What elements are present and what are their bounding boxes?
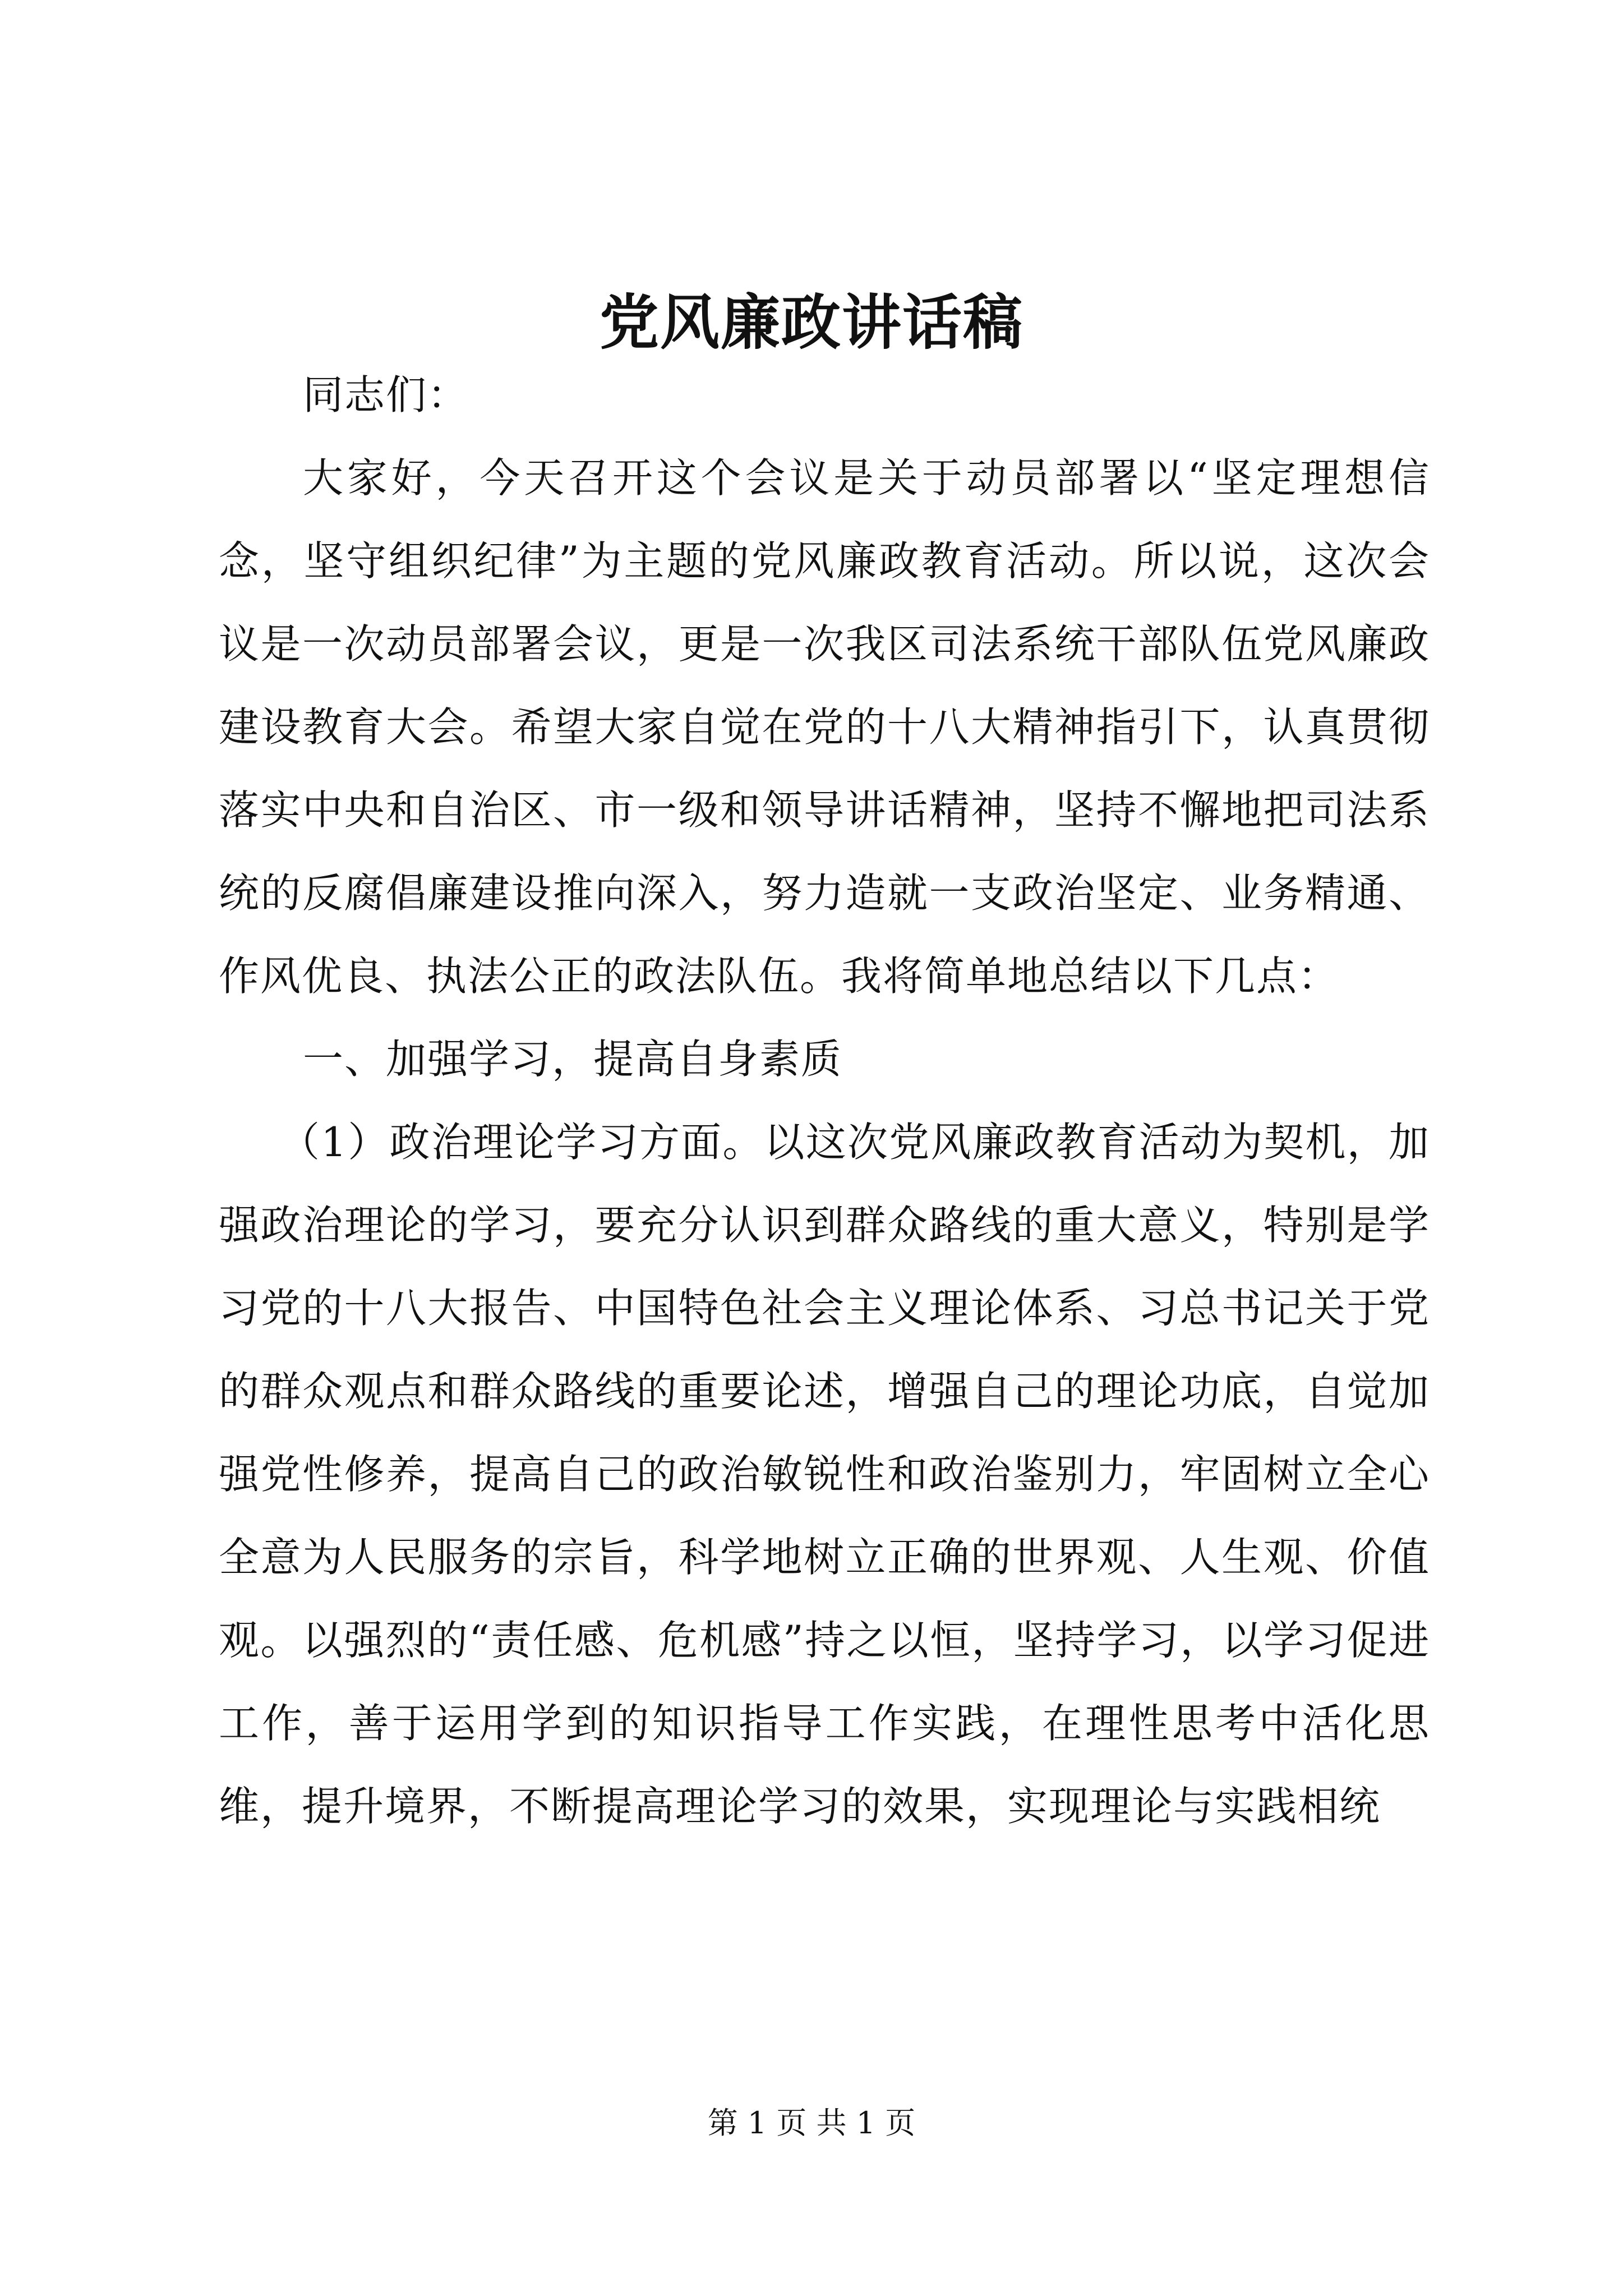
document-body: [219, 353, 1430, 1848]
study-paragraph: （1）政治理论学习方面。以这次党风廉政教育活动为契机，加强政治理论的学习，要充分认识到群众路线的重大意义，特别是学习党的十八大报告、中国特色社会主义理论体系、习总书记关于党的群众观点和群众路线的重要论述，增强自己的理论功底，自觉加强党性修养，提高自己的政治敏锐性和政治鉴别力，牢固树立全心全意为人民服务的宗旨，科学地树立正确的世界观、人生观、价值观。以强烈的“责任感、危机感”持之以恒，坚持学习，以学习促进工作，善于运用学到的知识指导工作实践，在理性思考中活化思维，提升境界，不断提高理论学习的效果，实现理论与实践相统: [219, 1119, 1430, 1830]
section-heading: 一、加强学习，提高自身素质: [303, 1036, 843, 1083]
document-title: 党风廉政讲话稿: [600, 287, 1023, 357]
salutation-paragraph: 同志们：: [303, 371, 469, 418]
intro-paragraph: 大家好，今天召开这个会议是关于动员部署以“坚定理想信念，坚守组织纪律”为主题的党风廉政教育活动。所以说，这次会议是一次动员部署会议，更是一次我区司法系统干部队伍党风廉政建设教育大会。希望大家自觉在党的十八大精神指引下，认真贯彻落实中央和自治区、市一级和领导讲话精神，坚持不懈地把司法系统的反腐倡廉建设推向深入，努力造就一支政治坚定、业务精通、作风优良、执法公正的政法队伍。我将简单地总结以下几点：: [219, 454, 1430, 1000]
page-footer: 第 1 页 共 1 页: [707, 2105, 916, 2141]
